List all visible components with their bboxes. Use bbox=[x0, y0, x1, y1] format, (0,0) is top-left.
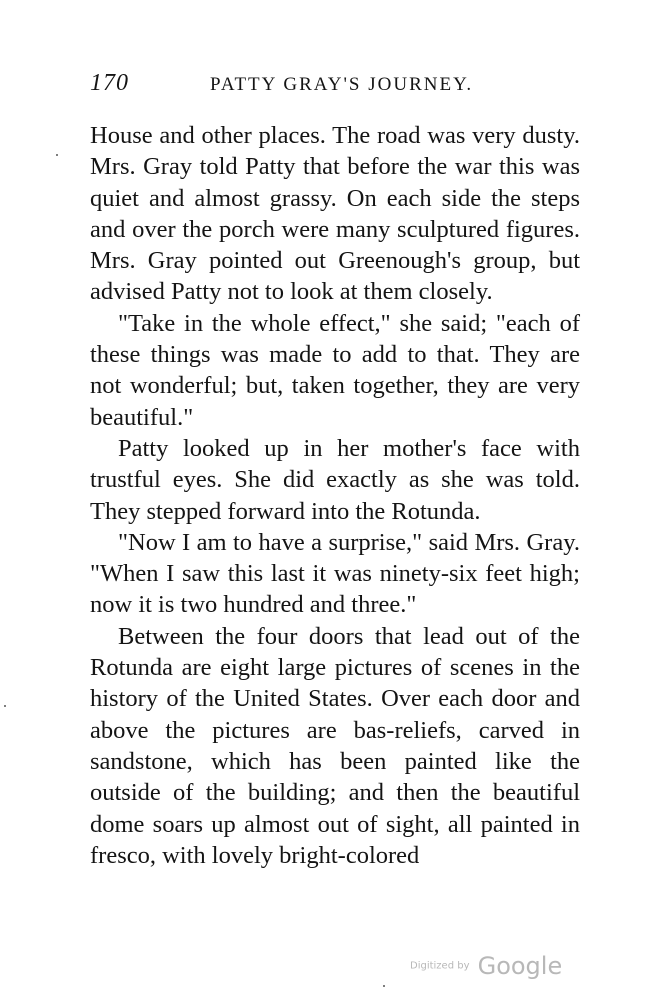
watermark-prefix: Digitized by bbox=[410, 960, 470, 972]
running-title: PATTY GRAY'S JOURNEY. bbox=[210, 74, 474, 95]
paragraph: Patty looked up in her mother's face with trustful eyes. She did exactly as she was told. They stepped forward into the Rotunda. bbox=[90, 434, 580, 525]
scan-speck bbox=[4, 705, 6, 707]
page-header bbox=[90, 70, 590, 106]
scan-speck bbox=[56, 154, 58, 156]
paragraph: "Take in the whole effect," she said; "each of these things was made to add to that. They are not wonderful; but, taken together, they are very beautiful." bbox=[90, 309, 580, 431]
paragraph: House and other places. The road was very dusty. Mrs. Gray told Patty that before the war this was quiet and almost grassy. On each side the steps and over the porch were many sculptured figures. Mrs. Gray pointed out Greenough's group, but advised Patty not to look at them closely. bbox=[90, 122, 580, 306]
digitized-watermark bbox=[410, 952, 562, 980]
page-number: 170 bbox=[90, 70, 129, 96]
scan-speck bbox=[383, 985, 385, 987]
watermark-brand: Google bbox=[477, 952, 563, 980]
paragraph: Between the four doors that lead out of the Rotunda are eight large pictures of scenes in the history of the United States. Over each door and above the pictures are bas-reliefs, carved in sandstone, which has been painted like the outside of the building; and then the beautiful dome soars up almost out of sight, all painted in fresco, with lovely bright-colored bbox=[90, 622, 580, 869]
body-text bbox=[90, 120, 580, 871]
paragraph: "Now I am to have a surprise," said Mrs. Gray. "When I saw this last it was ninety-six feet high; now it is two hundred and three." bbox=[90, 528, 580, 619]
